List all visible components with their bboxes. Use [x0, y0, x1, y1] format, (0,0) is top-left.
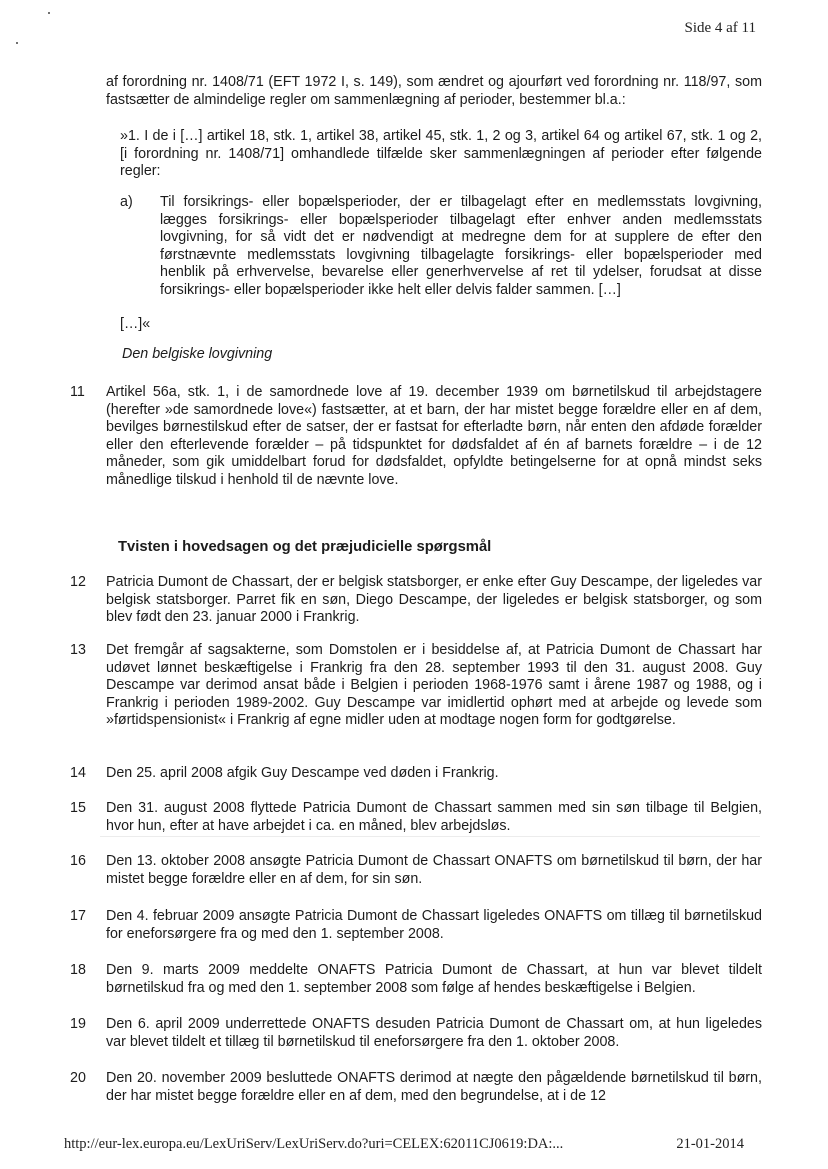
paragraph-text: Den 9. marts 2009 meddelte ONAFTS Patricia Dumont de Chassart, at hun var blevet tildelt børnetilskud fra og med den 1. september 2008 som følge af hendes beskæftigelse i Belgien.	[106, 962, 762, 996]
paragraph-number: 19	[70, 1016, 86, 1032]
quote-lead: »1. I de i […] artikel 18, stk. 1, artikel 38, artikel 45, stk. 1, 2 og 3, artikel 64 og artikel 67, stk. 1 og 2, [i forordning nr. 1408/71] omhandlede tilfælde sker sammenlægningen af perioder efter følgende regler:	[120, 128, 762, 180]
quote-item-label: a)	[120, 194, 133, 210]
paragraph	[70, 384, 762, 490]
quote-item-a	[120, 194, 762, 300]
paragraph	[70, 1070, 762, 1105]
paragraph-text: Det fremgår af sagsakterne, som Domstolen er i besiddelse af, at Patricia Dumont de Chassart har udøvet lønnet beskæftigelse i Frankrig fra den 28. september 1993 til den 31. august 2008. Guy Descampe var derimod ansat både i Belgien i perioden 1968-1976 samt i årene 1987 og 1988, og i Frankrig i perioden 1989-2002. Guy Descampe var imidlertid ophørt med at arbejde og levede som »førtidspensionist« i Frankrig af egne midler uden at modtage nogen form for godtgørelse.	[106, 642, 762, 729]
section-heading: Tvisten i hovedsagen og det præjudicielle spørgsmål	[118, 539, 492, 555]
paragraph-text: Den 13. oktober 2008 ansøgte Patricia Dumont de Chassart ONAFTS om børnetilskud til børn, der har mistet begge forældre eller en af dem, for sin søn.	[106, 853, 762, 887]
quote-item-text: Til forsikrings- eller bopælsperioder, der er tilbagelagt efter en medlemsstats lovgivning, lægges forsikrings- eller bopælsperioder tilbagelagt efter enhver anden medlemsstats lovgivning, for så vidt det er nødvendigt at medregne dem for at supplere de efter den førstnævnte medlemsstats lovgivning tilbagelagte forsikrings- eller bopælsperioder med henblik på erhvervelse, bevarelse eller generhvervelse af ret til ydelser, forudsat at disse forsikrings- eller bopælsperioder ikke helt eller delvis falder sammen. […]	[160, 194, 762, 298]
paragraph-number: 18	[70, 962, 86, 978]
paragraph-number: 16	[70, 853, 86, 869]
paragraph	[70, 800, 762, 835]
intro-paragraph: af forordning nr. 1408/71 (EFT 1972 I, s. 149), som ændret og ajourført ved forordning nr. 118/97, som fastsætter de almindelige regler om sammenlægning af perioder, bestemmer bl.a.:	[106, 74, 762, 108]
paragraph-text: Den 4. februar 2009 ansøgte Patricia Dumont de Chassart ligeledes ONAFTS om tillæg til børnetilskud for eneforsørgere fra og med den 1. september 2008.	[106, 908, 762, 942]
paragraph-text: Artikel 56a, stk. 1, i de samordnede love af 19. december 1939 om børnetilskud til arbejdstagere (herefter »de samordnede love«) fastsætter, at et barn, der har mistet begge forældre eller en af dem, bevilges børnestilskud efter de satser, der er fastsat for efterladte børn, når enten den afdøde forælder eller den efterlevende forælder – på tidspunktet for dødsfaldet af én af barnets forældre – i de 12 måneder, som gik umiddelbart forud for dødsfaldet, opfyldte betingelserne for at opnå mindst seks månedlige tilskud i henhold til de nævnte love.	[106, 384, 762, 488]
paragraph	[70, 765, 762, 783]
scan-speck	[48, 12, 50, 14]
paragraph	[70, 853, 762, 888]
paragraph	[70, 908, 762, 943]
paragraph	[70, 574, 762, 627]
paragraph	[70, 642, 762, 730]
paragraph-text: Den 20. november 2009 besluttede ONAFTS derimod at nægte den pågældende børnetilskud til børn, der har mistet begge forældre eller en af dem, med den begrundelse, at i de 12	[106, 1070, 762, 1104]
paragraph-number: 20	[70, 1070, 86, 1086]
paragraph-number: 14	[70, 765, 86, 781]
paragraph-text: Den 25. april 2008 afgik Guy Descampe ved døden i Frankrig.	[106, 765, 499, 781]
paragraph-text: Den 6. april 2009 underrettede ONAFTS desuden Patricia Dumont de Chassart om, at hun ligeledes var blevet tildelt et tillæg til børnetilskud til eneforsørgere fra den 1. oktober 2008.	[106, 1016, 762, 1050]
paragraph-number: 12	[70, 574, 86, 590]
source-url: http://eur-lex.europa.eu/LexUriServ/LexUriServ.do?uri=CELEX:62011CJ0619:DA:...	[64, 1136, 564, 1152]
paragraph	[70, 962, 762, 997]
paragraph-number: 13	[70, 642, 86, 658]
scan-line	[100, 836, 760, 837]
print-date: 21-01-2014	[676, 1136, 744, 1152]
section-subtitle: Den belgiske lovgivning	[122, 346, 273, 362]
scan-speck	[16, 42, 18, 44]
paragraph-text: Den 31. august 2008 flyttede Patricia Dumont de Chassart sammen med sin søn tilbage til Belgien, hvor hun, efter at have arbejdet i ca. en måned, blev arbejdsløs.	[106, 800, 762, 834]
page-indicator: Side 4 af 11	[684, 20, 756, 36]
paragraph-text: Patricia Dumont de Chassart, der er belgisk statsborger, er enke efter Guy Descampe, der ligeledes var belgisk statsborger. Parret fik en søn, Diego Descampe, der ligeledes er belgisk statsborger, og som blev født den 23. januar 2000 i Frankrig.	[106, 574, 762, 626]
quote-closing: […]«	[120, 316, 151, 332]
paragraph-number: 11	[70, 384, 85, 400]
page-footer	[64, 1136, 744, 1153]
paragraph-number: 17	[70, 908, 86, 924]
paragraph	[70, 1016, 762, 1051]
paragraph-number: 15	[70, 800, 86, 816]
